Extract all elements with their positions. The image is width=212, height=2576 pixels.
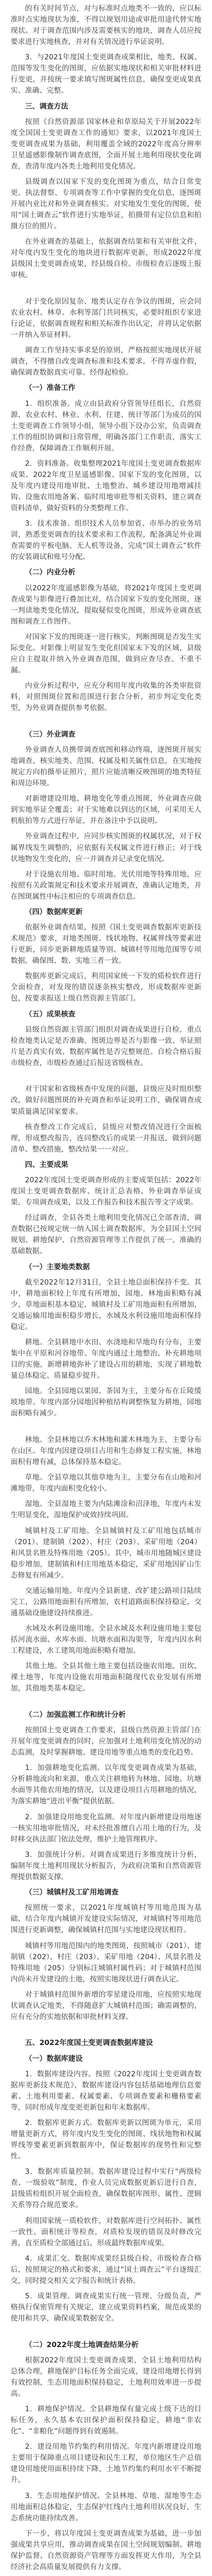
body-paragraph: 依据外业调查结果，按照《国土变更调查数据库更新技术规范》要求，对地类图斑、线状地物、权属界线等要素进行更新，同步更新耕地质量等别、城镇村等用地范围等专项数据，确保图、数、实地三者一致。 xyxy=(11,923,201,966)
document-page xyxy=(11,1710,201,2023)
document-page xyxy=(11,1084,201,1419)
body-paragraph: 按照统一要求，以2021年度城镇村等用地范围为基础，结合年度内城镇开发建设实际情况，对城镇村等用地范围进行更新调整，确保城镇村范围与实地建设现状相符。 xyxy=(11,1904,201,1935)
body-paragraph: 3．技术准备。组织技术人员参加省、市举办的业务培训，熟悉变更调查的技术要求和工作流程，配备满足外业调查需要的平板电脑、无人机等设备，完成“国土调查云”软件的安装调试和账号分配。 xyxy=(11,519,201,562)
body-paragraph: 城镇村等用地范围内的地类图斑，按照城市（201）、建制镇（202）、村庄（203）、采矿用地（204）、风景名胜及特殊用地（205）分别标注城镇村属性码；对于城镇村范围内尚未开发建设的土地，按照实地现状进行调查认定。 xyxy=(11,1941,201,1984)
section-heading: （一）数据库建设 xyxy=(25,2054,83,2063)
document-page xyxy=(11,296,201,714)
body-paragraph: 2．数据库更新方式。数据库更新以图斑为单元，采用增量更新方式，将年度内发生变化的图斑、线状地物和权属界线等要素更新到数据库中，保证数据库的现势性和完整性。 xyxy=(11,2119,201,2161)
body-paragraph: 调查工作坚持实事求是的原则，严格按照实地现状开展调查，不得擅自改变调查标准和技术要求，不得弄虚作假，确保调查数据真实可靠、经得起检验。 xyxy=(11,346,201,377)
body-paragraph: 园地。全县园地以果园、茶园为主，主要分布在丘陵缓坡地带。年度内部分园地因种植结构调整恢复为耕地，园地面积略有减少。 xyxy=(11,1387,201,1418)
body-paragraph: 外业调查人员携带调查底图和移动终端，逐图斑开展实地调查，核实地类、范围、权属及相关属性信息，在实地按规定方向拍摄举证照片，照片应能清晰反映图斑的地类特征和周边环境。 xyxy=(11,745,201,788)
section-heading: （一）准备工作 xyxy=(25,384,76,393)
body-paragraph: 以2022年度遥感影像为基础，将2021年度国土变更调查成果与影像进行叠加比对，结合国家下发的变化图斑，逐一判读地类变化情况，提取疑似变化图斑，形成外业调查底图和调查工作图件。 xyxy=(11,583,201,626)
body-paragraph: 3．数据库质量控制。数据库建设过程中实行“两级检查、一级验收”制度，作业人员完成数据更新后进行自查，县级质检组织开展全面检查，确保数据库图形、属性、逻辑关系等符合规范要求。 xyxy=(11,2167,201,2210)
body-paragraph: 对于城镇村范围外新增的零星建设用地，应按照实地现状调查认定地类，不得随意扩大城镇村范围；确需调整的，应有充分的实地依据和审批材料支撑。 xyxy=(11,1990,201,2021)
document-page xyxy=(11,729,201,1069)
body-paragraph: 县级调查以国家下发的变化图斑为重点，结合日常变更、执法督察、专项调查等工作中掌握的变化信息，逐图斑开展内业比对和外业调查核实。对实地发生变化的图斑，使用“国土调查云”软件进行实地举证，拍摄带有定位信息和拍摄方位的照片。 xyxy=(11,178,201,231)
body-paragraph: 经过调查，全县各类土地利用变化情况已全部查清，调查数据已按规定统一纳入国土调查数据库，为全县国土空间规划、耕地保护、自然资源管理等工作提供了统一、准确的基础数据。 xyxy=(11,1214,201,1256)
body-paragraph: 2．加强建设用地变化监测。对年度内新增建设用地逐一核实用地审批情况，对未经批准擅自占用土地的行为，及时移交执法部门依法处理，维护土地管理秩序。 xyxy=(11,1812,201,1844)
document-page xyxy=(11,1435,201,1695)
document-page xyxy=(11,2038,201,2324)
body-paragraph: 在外业调查的基础上，依据调查结果和有关审批文件，对年度内发生变化的地块进行数据库更新，形成2022年度县级国土变更调查成果，经县级自检、市级检查后逐级上报审核。 xyxy=(11,237,201,280)
body-paragraph: 1．数据库建设内容。按照《2022年度国土变更调查数据库更新技术规范》，数据库建设内容包括基础地理信息要素、土地利用要素、权属要素、专项调查要素和栅格要素等，同时形成年度变更更新包和年末数据库。 xyxy=(11,2069,201,2112)
section-heading: （三）外业调查 xyxy=(25,730,76,739)
body-paragraph: 按照国土变更调查工作要求，县级自然资源主管部门在开展年度变更调查的同时，应加强对土地利用变化情况的动态监测，及时掌握耕地、建设用地等重点地类的变化趋势。 xyxy=(11,1726,201,1757)
body-paragraph: 其他土地。全县其他土地主要包括设施农用地、田坎、裸土地等，年度内设施农用地面积随现代农业发展有所增加，其他地类基本稳定。 xyxy=(11,1662,201,1693)
body-paragraph: 城镇村及工矿用地。全县城镇村及工矿用地包括城市（201）、建制镇（202）、村庄（203）、采矿用地（204）和风景名胜及特殊用地（205）。其中，城市用地随城区建设稳步增加，建制镇和村庄用地基本稳定，采矿用地因矿山生态修复有所减少。 xyxy=(11,1526,201,1580)
body-paragraph: 4．成果汇交。数据库成果经县级自检、市级检查合格后，按照规定的格式和要求，通过“国土调查云”平台逐级汇交，同时提交相关文字报告和统计表格。 xyxy=(11,2254,201,2285)
body-paragraph: 2022年度国土变更调查形成的主要成果包括：2022年度国土变更调查数据库、统计汇总表格、外业调查举证成果、专项调查成果，以及工作报告和技术报告等文字成果。 xyxy=(11,1176,201,1207)
body-paragraph: 内业分析过程中，应充分利用年度内收集的各类审批资料，对照图斑位置和范围进行套合分析，初步判定变化类型，为外业调查提供参考依据。 xyxy=(11,681,201,713)
section-heading: （二）2022年度土地调查结果分析 xyxy=(25,2340,139,2349)
section-heading: 三、调查方法 xyxy=(25,102,68,111)
section-heading: （二）内业分析 xyxy=(25,568,76,577)
body-paragraph: 数据库更新完成后，利用国家统一下发的质检软件进行全面检查，对发现的错误逐条核实整改，形成数据库更新包，按要求报送上级自然资源主管部门。 xyxy=(11,972,201,1003)
body-paragraph: 2．建设用地节约集约利用情况。年度内新增建设用地主要用于保障重点项目建设和民生工程，单位地区生产总值建设用地使用面积持续下降，土地节约集约利用水平不断提升。 xyxy=(11,2442,201,2485)
body-paragraph: 草地。全县草地以其他草地为主，主要分布在山地和河滩地带，年度内面积变化较小。 xyxy=(11,1473,201,1493)
body-paragraph: 对于设施农用地、临时用地、光伏用地等特殊用地，应按照有关政策规定和技术要求开展调查，准确认定地类，并在图斑属性中标注相应的专项调查信息。 xyxy=(11,870,201,901)
body-paragraph: 核查整改工作完成后，县级应对整改情况进行全面梳理，形成整改报告，连同整改后的成果一并报送，做到问题清单、整改措施、整改结果一一对应。 xyxy=(11,1122,201,1154)
section-heading: 五、2022年度国土变更调查数据库建设 xyxy=(25,2039,153,2048)
body-paragraph: 县级自然资源主管部门组织对调查成果进行自检，重点检查地类认定是否准确、图斑边界是否与影像一致、举证照片是否真实有效、数据库属性是否完整规范。自检合格后报市级检查，市级检查通过后报送省级核查。 xyxy=(11,1025,201,1067)
body-paragraph: 湿地。全县湿地主要为内陆滩涂和沼泽地，年度内未发生明显变化，湿地保护成效持续巩固。 xyxy=(11,1500,201,1520)
body-paragraph: 5．成果管理。调查成果实行统一管理、分级负责，严格执行保密管理有关规定，建立成果资料档案，规范成果的使用和共享，确保成果数据安全。 xyxy=(11,2292,201,2323)
body-paragraph: 外业调查过程中，应同步核实图斑的权属状况，对于权属界线发生调整的，应依据有关权属文件进行修正；对于线状地物发生变化的，应一并调查并记录变化情况。 xyxy=(11,832,201,863)
body-paragraph: 1．耕地保护情况。全县耕地保有量完成上级下达的目标任务，永久基本农田保护面积保持稳定，耕地“非农化”、“非粮化”问题得到有效遏制。 xyxy=(11,2405,201,2436)
body-paragraph: 根据2022年度国土变更调查成果，全县土地利用结构总体合理，耕地保护目标任务全面完成，建设用地增长得到有效控制，生态用地面积保持稳定，土地利用效率进一步提高。 xyxy=(11,2356,201,2398)
document-page xyxy=(11,2340,201,2573)
section-heading: （五）成果核查 xyxy=(25,1010,76,1019)
body-paragraph: 水域及水利设施用地。全县水域及水利设施用地主要包括河流水面、水库水面、坑塘水面和沟渠等，年度内因水利工程建设，水工建筑用地面积略有增加。 xyxy=(11,1624,201,1656)
section-heading: （四）数据库更新 xyxy=(25,907,83,916)
body-paragraph: 按照《自然资源部 国家林业和草原局关于开展2022年度全国国土变更调查工作的通知》要求，以2021年度国土变更调查成果为基础，利用覆盖全域的2022年度高分辨率卫星遥感影像制作调查底图，全面开展土地利用现状变化调查，查清年度内各类土地利用变化情况。 xyxy=(11,117,201,171)
body-paragraph: 对国家下发的图斑逐一进行核实，判断图斑是否发生实际变化。对影像上明显发生变化但国家未下发的区域，县级应自主提取并纳入外业调查范围，做到应查尽查、不重不漏。 xyxy=(11,632,201,675)
section-heading: （三）城镇村及工矿用地调查 xyxy=(25,1888,119,1897)
body-paragraph: 3．加强统计分析。对调查成果进行多维度统计分析，编制年度土地利用现状分析报告，为政府决策和自然资源管理提供数据支撑。 xyxy=(11,1850,201,1881)
body-paragraph: 3．与2021年度国土变更调查成果相比，地类、权属、范围等发生变化的图斑，应依据实地现状和相关审批材料进行变更，并按统一要求填写图斑属性信息，确保变更成果真实、准确、完整。 xyxy=(11,53,201,95)
body-paragraph: 截至2022年12月31日，全县土地总面积保持不变。其中，耕地面积较上年度有所增加，园地、林地面积略有减少，草地面积基本稳定，城镇村及工矿用地面积有所增加，交通运输用地面积稳步增长，水域及水利设施用地面积保持稳定。 xyxy=(11,1278,201,1331)
section-heading: 四、主要成果 xyxy=(25,1160,68,1169)
document-page xyxy=(11,3,201,281)
body-paragraph: 1．加强耕地变化监测。以年度变更调查成果为基础，分析耕地流向和来源，重点关注耕地转为林地、园地、坑塘水面等其他农用地的情况，以及建设项目占用耕地的情况，为落实耕地“进出平衡”提供依据。 xyxy=(11,1764,201,1806)
body-paragraph: 对新增建设用地、耕地变化等重点图斑，外业调查应做到实地举证全覆盖；对于实地难以到达的区域，可采用无人机航拍等方式进行举证，并在备注中予以说明。 xyxy=(11,794,201,826)
body-paragraph: 1．组织准备。成立由县政府分管领导任组长，自然资源、农业农村、林业、水利、住建、统计等部门为成员的国土变更调查工作领导小组，领导小组下设办公室，负责调查工作的组织协调和日常管理，明确各部门工作职责，落实工作经费，保障调查工作顺利开展。 xyxy=(11,399,201,453)
body-paragraph: 2．资料准备。收集整理2021年度国土变更调查数据库成果、2022年度卫星遥感影像、国家下发的变化图斑，以及年度内建设用地审批、土地整治、城乡建设用地增减挂钩、设施农用地备案、临时用地审批等相关资料，建立调查资料清单，做好资料的分类整理工作。 xyxy=(11,459,201,513)
body-paragraph: 林地。全县林地以乔木林地和灌木林地为主，主要分布在山区。年度内因建设项目占用和生态修复工程实施，林地面积有增有减，总体保持基本稳定。 xyxy=(11,1435,201,1467)
body-paragraph: 对于国家和省级核查中发现的问题，县级应及时组织整改，做好问题图斑的补充调查和举证说明工作，确保调查成果质量满足国家要求。 xyxy=(11,1085,201,1116)
body-paragraph: 下一步，将以年度国土变更调查成果为基础，进一步加强成果共享应用，推动调查成果在国土空间规划编制、耕地保护监督、自然资源资产管理等方面发挥更大作用，为全县经济社会高质量发展提供有力支撑。 xyxy=(11,2529,201,2571)
body-paragraph: 耕地。全县耕地中水田、水浇地和旱地均有分布，主要集中在平原和河谷地带。年度内通过土地整治、补充耕地项目的实施，新增耕地弥补了建设占用的耕地，实现了耕地数量总体稳定、质量稳步提升。 xyxy=(11,1338,201,1380)
section-heading: （二）加强监测工作和统计分析 xyxy=(25,1710,126,1719)
body-paragraph: 的有关时间节点，对与标准时点地类不一致的，应以标准时点实地现状为准，不得以规划用途或审批用途代替实地现状。对于调查范围内涉及需要核实的地块，调查人员应按要求进行实地核查，并对有关情况进行举证说明。 xyxy=(11,4,201,47)
body-paragraph: 对于变化原因复杂、地类认定存在争议的图斑，应会同农业农村、林草、水利等部门共同核实，必要时组织专家进行论证，依据调查规程和相关标准作出认定，并将认定依据一并纳入举证材料。 xyxy=(11,297,201,340)
body-paragraph: 3．生态用地保护情况。全县林地、草地、湿地等生态用地面积总体稳定，生态保护红线内土地利用状况良好，生态系统功能持续改善。 xyxy=(11,2491,201,2522)
section-heading: （一）主要地类数据 xyxy=(25,1262,90,1271)
body-paragraph: 交通运输用地。年度内全县新建、改扩建公路项目陆续完工，公路用地面积有所增加，农村道路面积保持稳定，交通基础设施建设持续推进。 xyxy=(11,1586,201,1617)
body-paragraph: 利用国家统一质检软件，对数据库进行空间拓扑、属性一致性、面积统计等检查，对质检发现的错误及时修改完善，直至质检全部通过后，形成最终数据库成果。 xyxy=(11,2216,201,2247)
